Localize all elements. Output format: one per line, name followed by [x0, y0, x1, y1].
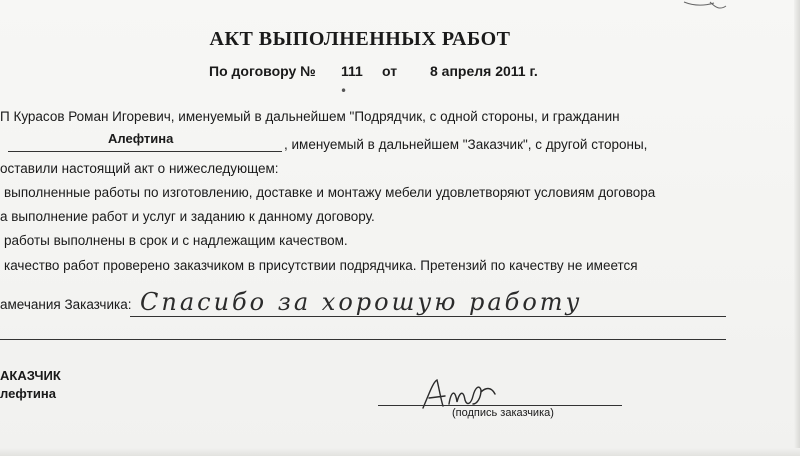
contract-number: 111	[341, 63, 363, 79]
remarks-label: амечания Заказчика:	[0, 297, 132, 312]
contract-date: 8 апреля 2011 г.	[430, 63, 538, 79]
customer-block-name: лефтина	[0, 386, 56, 401]
customer-name-filled: Алефтина	[108, 131, 174, 146]
remarks-handwriting: Спасибо за хорошую работу	[140, 288, 583, 316]
contract-label: По договору №	[209, 63, 316, 79]
clause-1: выполненные работы по изготовлению, доставке и монтажу мебели удовлетворяют условиям договора	[4, 185, 656, 200]
remarks-line-1	[130, 316, 726, 317]
page-bottom-edge	[0, 448, 800, 456]
parties-line-3: оставили настоящий акт о нижеследующем:	[0, 161, 279, 176]
scan-corner-mark	[680, 0, 730, 14]
clause-1-cont: а выполнение работ и услуг и заданию к данному договору.	[0, 209, 375, 224]
customer-block-title: АКАЗЧИК	[0, 368, 61, 383]
customer-name-underline	[8, 151, 282, 152]
parties-line-2: , именуемый в дальнейшем "Заказчик", с другой стороны,	[284, 137, 648, 152]
scan-dot: •	[340, 84, 348, 98]
signature-caption: (подпись заказчика)	[452, 407, 554, 419]
page-right-edge	[794, 0, 800, 456]
remarks-line-2	[0, 339, 726, 340]
parties-line-1: П Курасов Роман Игоревич, именуемый в дальнейшем "Подрядчик, с одной стороны, и гражданин	[0, 109, 620, 124]
signature-line	[378, 405, 622, 406]
clause-3: качество работ проверено заказчиком в присутствии подрядчика. Претензий по качеству не имеется	[4, 258, 638, 273]
date-prefix: от	[382, 63, 398, 79]
clause-2: работы выполнены в срок и с надлежащим качеством.	[4, 233, 348, 248]
document-title: АКТ ВЫПОЛНЕННЫХ РАБОТ	[209, 28, 511, 50]
